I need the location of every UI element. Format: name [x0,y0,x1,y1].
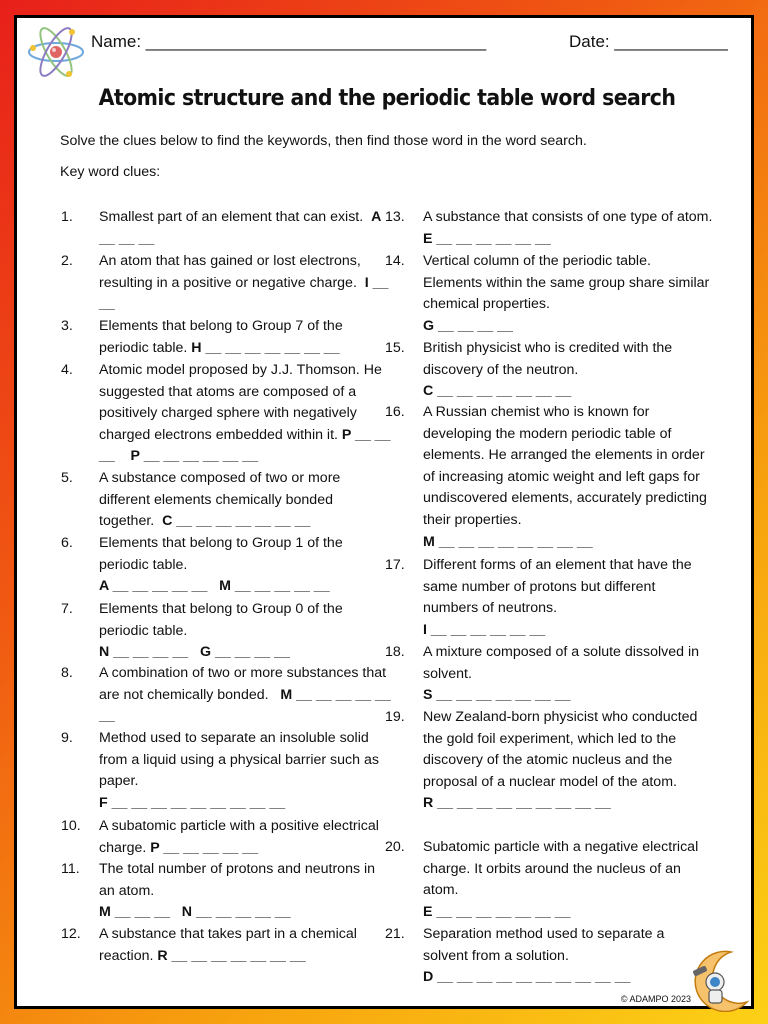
clue-number: 16. [385,404,405,420]
clue-number: 6. [61,535,73,551]
page-title: Atomic structure and the periodic table word search [98,86,676,111]
worksheet [14,15,754,1009]
instructions: Solve the clues below to find the keywords, then find those word in the word search. [60,133,587,149]
clue-number: 19. [385,709,405,725]
clue-text: Different forms of an element that have the same number of protons but different numbers of neutrons. I __ __ __ __ __ __ [423,557,692,638]
date-field-label: Date: ____________ [569,32,728,51]
clue-number: 3. [61,318,73,334]
clue-text: A substance that consists of one type of atom. E __ __ __ __ __ __ [423,209,713,247]
clue-number: 15. [385,340,405,356]
clue-number: 1. [61,209,73,225]
clue-number: 17. [385,557,405,573]
clue-text: Elements that belong to Group 1 of the periodic table. A __ __ __ __ __ M __ __ __ __ __ [99,535,343,595]
clue-text: Elements that belong to Group 7 of the periodic table. H __ __ __ __ __ __ __ [99,318,343,356]
clue-text: A Russian chemist who is known for developing the modern periodic table of elements. He arranged the elements in order of increasing atomic weight and left gaps for undiscovered elements, accurately predicting their properties. M __ __ __ __ __ __ __ __ [423,404,707,550]
clue-number: 14. [385,253,405,269]
clue-text: A mixture composed of a solute dissolved in solvent. S __ __ __ __ __ __ __ [423,644,700,704]
clue-number: 13. [385,209,405,225]
copyright: © ADAMPO 2023 [620,994,691,1004]
clue-text: Subatomic particle with a negative electrical charge. It orbits around the nucleus of an atom. E __ __ __ __ __ __ __ [423,839,699,920]
astronaut-moon-icon [685,946,755,1012]
clue-text: Vertical column of the periodic table. Elements within the same group share similar chemical properties. G __ __ __ __ [423,253,710,334]
clue-number: 8. [61,665,73,681]
clue-number: 11. [61,861,80,877]
clue-text: An atom that has gained or lost electrons, resulting in a positive or negative charge. I __ __ [99,253,389,313]
atom-icon [25,24,87,80]
clue-number: 4. [61,362,73,378]
clue-text: A subatomic particle with a positive electrical charge. P __ __ __ __ __ [99,818,379,856]
clue-number: 7. [61,601,73,617]
clue-number: 21. [385,926,405,942]
clue-text: Elements that belong to Group 0 of the periodic table. N __ __ __ __ G __ __ __ __ [99,601,343,661]
clue-text: Atomic model proposed by J.J. Thomson. He suggested that atoms are composed of a positively charged sphere with negatively charged electrons embedded within it. P __ __ __ P __ __ __ __ __ __ [99,362,391,465]
clue-text: Separation method used to separate a solvent from a solution. D __ __ __ __ __ __ __ __ __ __ [423,926,665,986]
clue-number: 10. [61,818,81,834]
clue-number: 12. [61,926,81,942]
clue-text: The total number of protons and neutrons in an atom. M __ __ __ N __ __ __ __ __ [99,861,376,921]
name-field-label: Name: ____________________________________ [91,32,487,51]
clue-text: A substance composed of two or more different elements chemically bonded together. C __ __ __ __ __ __ __ [99,470,341,530]
clue-text: British physicist who is credited with the discovery of the neutron. C __ __ __ __ __ __ __ [423,340,673,400]
clue-number: 5. [61,470,73,486]
clues-heading: Key word clues: [60,164,161,180]
clue-text: Method used to separate an insoluble solid from a liquid using a physical barrier such as paper. F __ __ __ __ __ __ __ __ __ [99,730,379,811]
clue-number: 20. [385,839,405,855]
clue-text: New Zealand-born physicist who conducted the gold foil experiment, which led to the discovery of the atomic nucleus and the proposal of a nuclear model of the atom. R __ __ __ __ __ __ __ __ __ [423,709,698,812]
clue-text: Smallest part of an element that can exist. A __ __ __ [99,209,381,247]
clue-text: A combination of two or more substances that are not chemically bonded. M __ __ __ __ __ __ [99,665,391,725]
clue-text: A substance that takes part in a chemical reaction. R __ __ __ __ __ __ __ [99,926,357,964]
clue-number: 18. [385,644,405,660]
clue-number: 2. [61,253,73,269]
clue-number: 9. [61,730,73,746]
